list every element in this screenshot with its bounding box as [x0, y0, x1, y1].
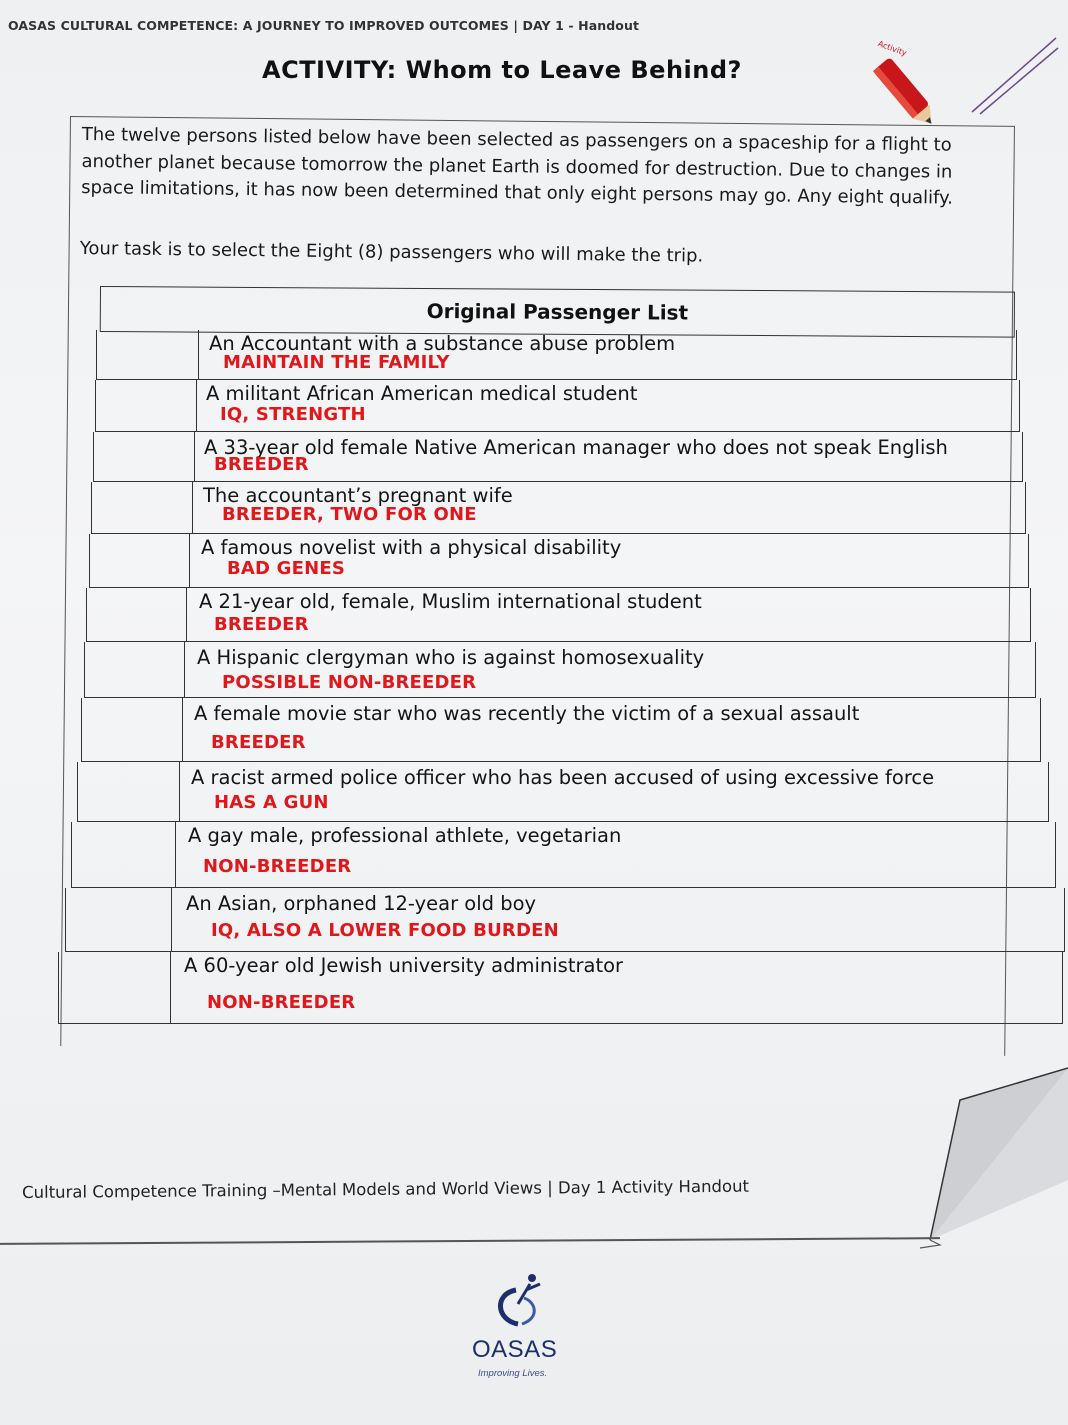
- handwritten-annotation: MAINTAIN THE FAMILY: [223, 352, 450, 373]
- table-row: [65, 888, 1065, 952]
- handwritten-annotation: IQ, STRENGTH: [220, 404, 366, 425]
- row-number-cell: [66, 888, 172, 951]
- passenger-description: An Asian, orphaned 12-year old boy: [186, 892, 537, 915]
- table-row: [89, 534, 1029, 588]
- logo-figure-icon: [466, 1272, 576, 1338]
- row-number-cell: [97, 330, 199, 379]
- table-row: [96, 330, 1017, 380]
- row-number-cell: [59, 952, 171, 1023]
- passenger-description: A female movie star who was recently the victim of a sexual assault: [194, 702, 860, 725]
- row-number-cell: [87, 588, 187, 641]
- table-row: [58, 952, 1063, 1024]
- course-header: OASAS CULTURAL COMPETENCE: A JOURNEY TO IMPROVED OUTCOMES | DAY 1 - Handout: [8, 18, 640, 33]
- handwritten-annotation: HAS A GUN: [214, 792, 329, 813]
- handwritten-annotation: IQ, ALSO A LOWER FOOD BURDEN: [211, 920, 559, 941]
- row-number-cell: [90, 534, 190, 587]
- table-heading: Original Passenger List: [100, 286, 1015, 338]
- table-row: [86, 588, 1031, 642]
- table-row: [71, 822, 1056, 888]
- row-number-cell: [92, 482, 193, 533]
- passenger-description: A 21-year old, female, Muslim international student: [199, 590, 702, 613]
- row-number-cell: [85, 642, 185, 697]
- handwritten-annotation: BAD GENES: [227, 558, 346, 579]
- handwritten-annotation: NON-BREEDER: [207, 992, 356, 1013]
- pencil-icon: [860, 36, 950, 136]
- handwritten-annotation: NON-BREEDER: [203, 856, 352, 877]
- handwritten-annotation: BREEDER: [214, 454, 309, 475]
- row-number-cell: [78, 762, 180, 821]
- handwritten-annotation: BREEDER: [211, 732, 306, 753]
- handwritten-annotation: BREEDER: [214, 614, 309, 635]
- row-number-cell: [94, 432, 195, 481]
- decorative-lines: [968, 34, 1060, 116]
- page-bottom-border: [0, 1237, 940, 1244]
- oasas-logo: [466, 1272, 576, 1392]
- handwritten-annotation: POSSIBLE NON-BREEDER: [222, 672, 477, 693]
- table-row: [81, 698, 1041, 762]
- table-row: [93, 432, 1023, 482]
- task-instruction: Your task is to select the Eight (8) passengers who will make the trip.: [79, 238, 704, 267]
- table-row: [77, 762, 1049, 822]
- intro-paragraph: The twelve persons listed below have been selected as passengers on a spaceship for a flight to another planet because tomorrow the planet Earth is doomed for destruction. Due to changes in space limitations, it has now been determined that only eight persons may go. Any eight qualify.: [81, 123, 954, 209]
- passenger-description: The accountant’s pregnant wife: [203, 484, 513, 507]
- activity-title: ACTIVITY: Whom to Leave Behind?: [262, 56, 742, 84]
- row-number-cell: [96, 380, 197, 431]
- passenger-description: A racist armed police officer who has been accused of using excessive force: [191, 766, 935, 789]
- logo-name: OASAS: [472, 1336, 558, 1363]
- logo-tagline: Improving Lives.: [478, 1368, 548, 1379]
- passenger-description: A Hispanic clergyman who is against homosexuality: [197, 646, 705, 669]
- page-curl: [920, 1060, 1068, 1250]
- passenger-description: A 33-year old female Native American manager who does not speak English: [204, 436, 948, 459]
- passenger-description: An Accountant with a substance abuse problem: [209, 332, 676, 355]
- passenger-description: A militant African American medical student: [206, 382, 638, 405]
- table-row: [95, 380, 1020, 432]
- pencil-label: Activity: [876, 39, 908, 58]
- table-row: [84, 642, 1036, 698]
- handwritten-annotation: BREEDER, TWO FOR ONE: [222, 504, 477, 525]
- table-row: [91, 482, 1026, 534]
- passenger-description: A gay male, professional athlete, vegetarian: [188, 824, 622, 847]
- row-number-cell: [72, 822, 176, 887]
- row-number-cell: [82, 698, 183, 761]
- footer-text: Cultural Competence Training –Mental Models and World Views | Day 1 Activity Handout: [22, 1176, 750, 1202]
- passenger-description: A famous novelist with a physical disability: [201, 536, 622, 559]
- passenger-description: A 60-year old Jewish university administrator: [184, 954, 624, 977]
